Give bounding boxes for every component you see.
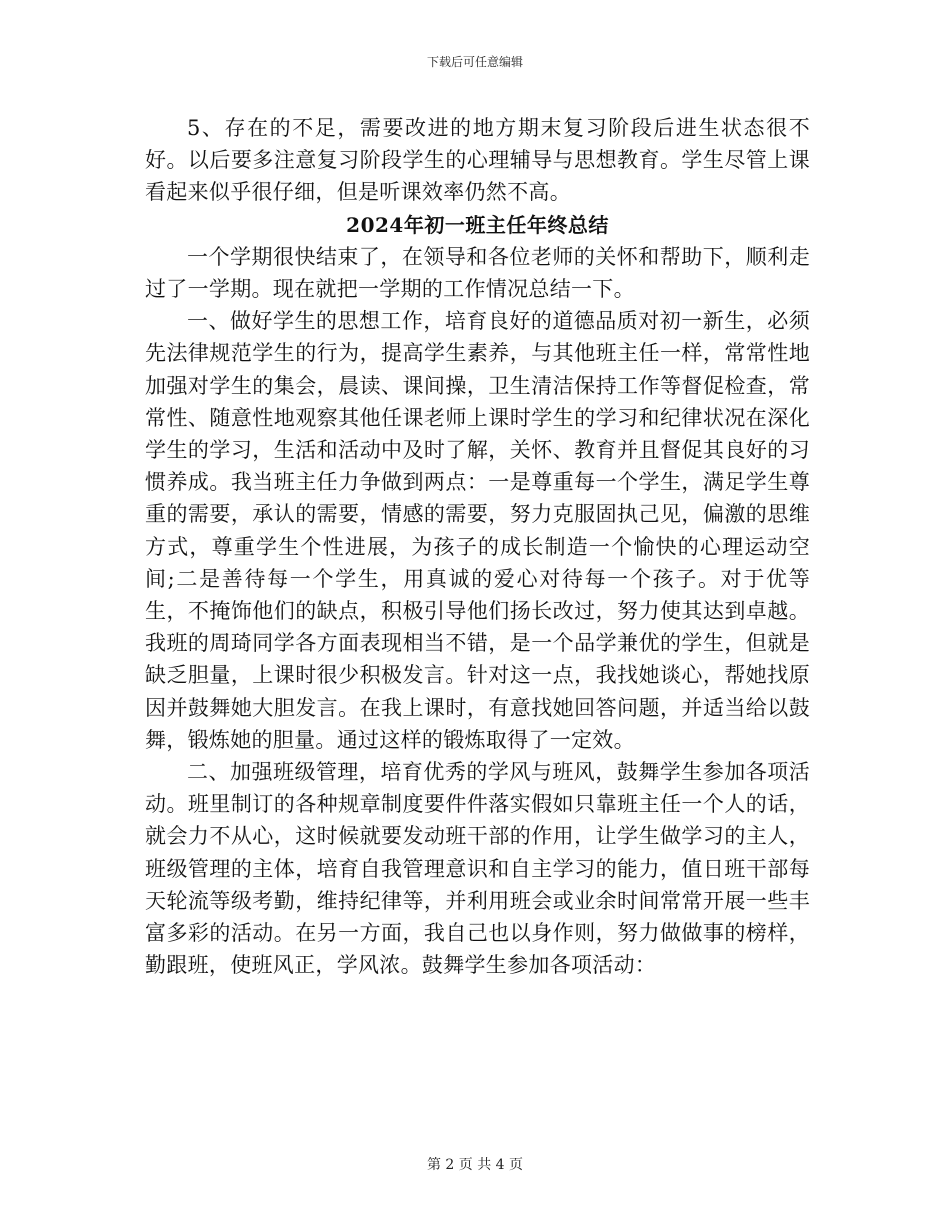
paragraph-point-5: 5、存在的不足，需要改进的地方期末复习阶段后进生状态很不好。以后要多注意复习阶段学生的心理辅导与思想教育。学生尽管上课看起来似乎很仔细，但是听课效率仍然不高。 bbox=[145, 116, 810, 205]
document-body bbox=[145, 112, 810, 981]
paragraph-section-2: 二、加强班级管理，培育优秀的学风与班风，鼓舞学生参加各项活动。班里制订的各种规章制度要件件落实假如只靠班主任一个人的话，就会力不从心，这时候就要发动班干部的作用，让学生做学习的主人，班级管理的主体，培育自我管理意识和自主学习的能力，值日班干部每天轮流等级考勤，维持纪律等，并利用班会或业余时间常常开展一些丰富多彩的活动。在另一方面，我自己也以身作则，努力做做事的榜样，勤跟班，使班风正，学风浓。鼓舞学生参加各项活动： bbox=[145, 760, 810, 978]
page-number: 第 2 页 共 4 页 bbox=[426, 1157, 524, 1173]
document-title: 2024年初一班主任年终总结 bbox=[346, 212, 609, 237]
paragraph-section-1: 一、做好学生的思想工作，培育良好的道德品质对初一新生，必须先法律规范学生的行为，提高学生素养，与其他班主任一样，常常性地加强对学生的集会，晨读、课间操，卫生清洁保持工作等督促检查，常常性、随意性地观察其他任课老师上课时学生的学习和纪律状况在深化学生的学习，生活和活动中及时了解，关怀、教育并且督促其良好的习惯养成。我当班主任力争做到两点：一是尊重每一个学生，满足学生尊重的需要，承认的需要，情感的需要，努力克服固执己见，偏激的思维方式，尊重学生个性进展，为孩子的成长制造一个愉快的心理运动空间;二是善待每一个学生，用真诚的爱心对待每一个孩子。对于优等生，不掩饰他们的缺点，积极引导他们扬长改过，努力使其达到卓越。我班的周琦同学各方面表现相当不错，是一个品学兼优的学生，但就是缺乏胆量，上课时很少积极发言。针对这一点，我找她谈心，帮她找原因并鼓舞她大胆发言。在我上课时，有意找她回答问题，并适当给以鼓舞，锻炼她的胆量。通过这样的锻炼取得了一定效。 bbox=[145, 309, 810, 752]
paragraph-intro: 一个学期很快结束了，在领导和各位老师的关怀和帮助下，顺利走过了一学期。现在就把一学期的工作情况总结一下。 bbox=[145, 244, 810, 302]
page-header-note: 下载后可任意编辑 bbox=[426, 55, 523, 69]
